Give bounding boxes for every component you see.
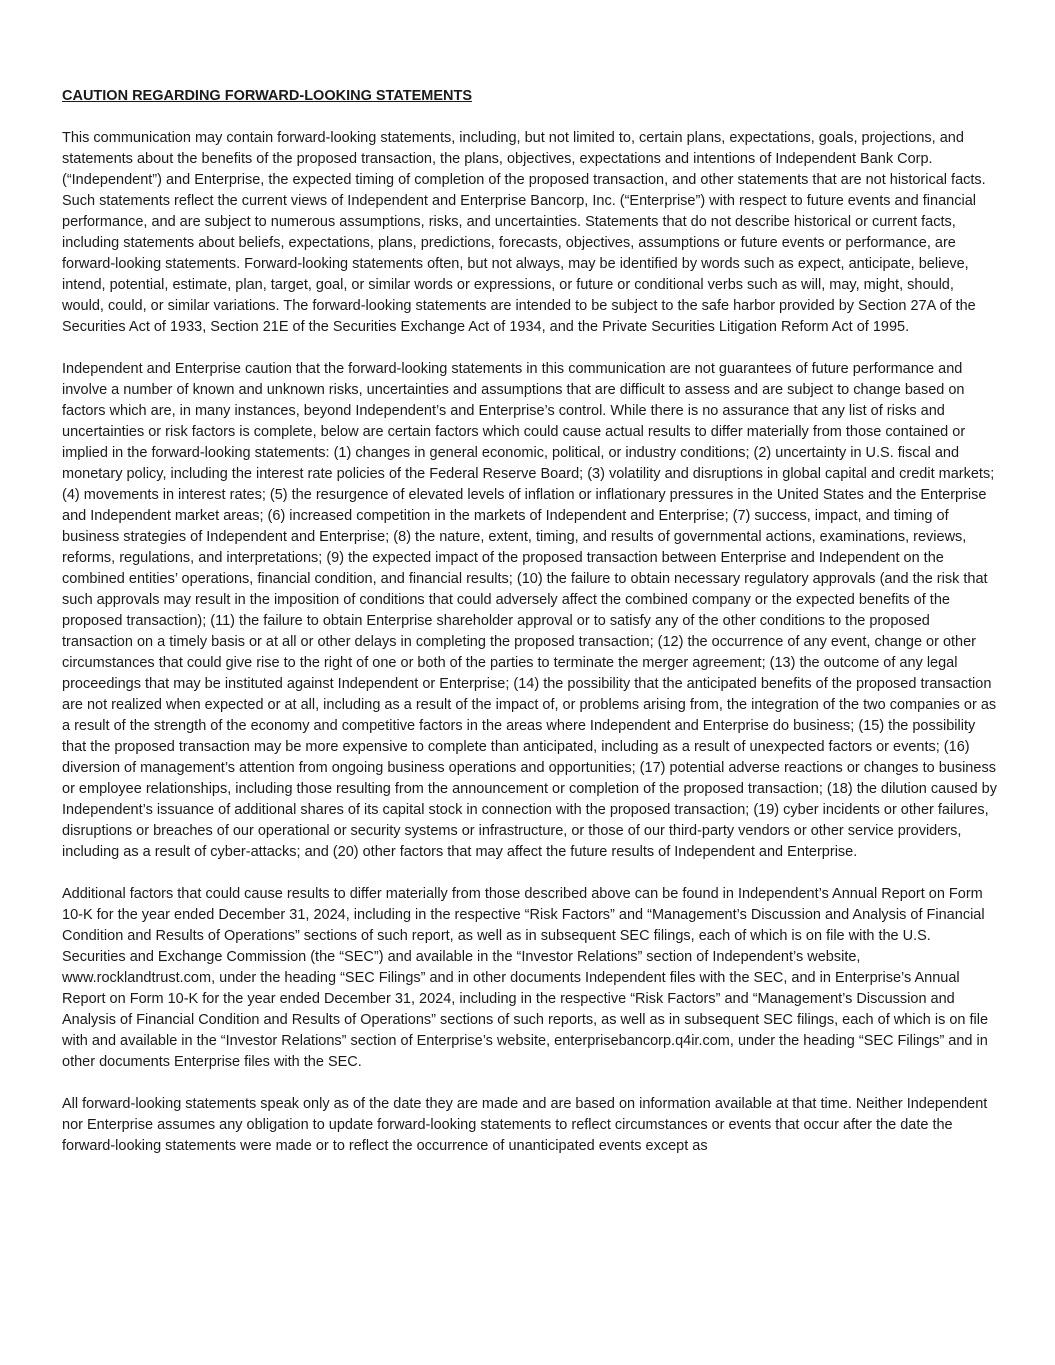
paragraph-risk-factors: Independent and Enterprise caution that the forward-looking statements in this communication are not guarantees of future performance and involve a number of known and unknown risks, uncertainties and assumptions that are difficult to assess and are subject to change based on factors which are, in many instances, beyond Independent’s and Enterprise’s control. While there is no assurance that any list of risks and uncertainties or risk factors is complete, below are certain factors which could cause actual results to differ materially from those contained or implied in the forward-looking statements: (1) changes in general economic, political, or industry conditions; (2) uncertainty in U.S. fiscal and monetary policy, including the interest rate policies of the Federal Reserve Board; (3) volatility and disruptions in global capital and credit markets; (4) movements in interest rates; (5) the resurgence of elevated levels of inflation or inflationary pressures in the United States and the Enterprise and Independent market areas; (6) increased competition in the markets of Independent and Enterprise; (7) success, impact, and timing of business strategies of Independent and Enterprise; (8) the nature, extent, timing, and results of governmental actions, examinations, reviews, reforms, regulations, and interpretations; (9) the expected impact of the proposed transaction between Enterprise and Independent on the combined entities’ operations, financial condition, and financial results; (10) the failure to obtain necessary regulatory approvals (and the risk that such approvals may result in the imposition of conditions that could adversely affect the combined company or the expected benefits of the proposed transaction); (11) the failure to obtain Enterprise shareholder approval or to satisfy any of the other conditions to the proposed transaction on a timely basis or at all or other delays in completing the proposed transaction; (12) the occurrence of any event, change or other circumstances that could give rise to the right of one or both of the parties to terminate the merger agreement; (13) the outcome of any legal proceedings that may be instituted against Independent or Enterprise; (14) the possibility that the anticipated benefits of the proposed transaction are not realized when expected or at all, including as a result of the impact of, or problems arising from, the integration of the two companies or as a result of the strength of the economy and competitive factors in the areas where Independent and Enterprise do business; (15) the possibility that the proposed transaction may be more expensive to complete than anticipated, including as a result of unexpected factors or events; (16) diversion of management’s attention from ongoing business operations and opportunities; (17) potential adverse reactions or changes to business or employee relationships, including those resulting from the announcement or completion of the proposed transaction; (18) the dilution caused by Independent’s issuance of additional shares of its capital stock in connection with the proposed transaction; (19) cyber incidents or other failures, disruptions or breaches of our operational or security systems or infrastructure, or those of our third-party vendors or other service providers, including as a result of cyber-attacks; and (20) other factors that may affect the future results of Independent and Enterprise. <box>62 361 997 860</box>
section-heading: CAUTION REGARDING FORWARD-LOOKING STATEMENTS <box>62 88 473 104</box>
document-page <box>62 86 997 1157</box>
paragraph-additional-factors: Additional factors that could cause results to differ materially from those described above can be found in Independent’s Annual Report on Form 10-K for the year ended December 31, 2024, including in the respective “Risk Factors” and “Management’s Discussion and Analysis of Financial Condition and Results of Operations” sections of such report, as well as in subsequent SEC filings, each of which is on file with the U.S. Securities and Exchange Commission (the “SEC”) and available in the “Investor Relations” section of Independent’s website, www.rocklandtrust.com, under the heading “SEC Filings” and in other documents Independent files with the SEC, and in Enterprise’s Annual Report on Form 10-K for the year ended December 31, 2024, including in the respective “Risk Factors” and “Management’s Discussion and Analysis of Financial Condition and Results of Operations” sections of such reports, as well as in subsequent SEC filings, each of which is on file with and available in the “Investor Relations” section of Enterprise’s website, enterprisebancorp.q4ir.com, under the heading “SEC Filings” and in other documents Enterprise files with the SEC. <box>62 886 989 1070</box>
paragraph-disclaimer: All forward-looking statements speak only as of the date they are made and are based on information available at that time. Neither Independent nor Enterprise assumes any obligation to update forward-looking statements to reflect circumstances or events that occur after the date the forward-looking statements were made or to reflect the occurrence of unanticipated events except as <box>62 1096 988 1154</box>
paragraph-intro: This communication may contain forward-looking statements, including, but not limited to, certain plans, expectations, goals, projections, and statements about the benefits of the proposed transaction, the plans, objectives, expectations and intentions of Independent Bank Corp. (“Independent”) and Enterprise, the expected timing of completion of the proposed transaction, and other statements that are not historical facts. Such statements reflect the current views of Independent and Enterprise Bancorp, Inc. (“Enterprise”) with respect to future events and financial performance, and are subject to numerous assumptions, risks, and uncertainties. Statements that do not describe historical or current facts, including statements about beliefs, expectations, plans, predictions, forecasts, objectives, assumptions or future events or performance, are forward-looking statements. Forward-looking statements often, but not always, may be identified by words such as expect, anticipate, believe, intend, potential, estimate, plan, target, goal, or similar words or expressions, or future or conditional verbs such as will, may, might, should, would, could, or similar variations. The forward-looking statements are intended to be subject to the safe harbor provided by Section 27A of the Securities Act of 1933, Section 21E of the Securities Exchange Act of 1934, and the Private Securities Litigation Reform Act of 1995. <box>62 130 986 335</box>
